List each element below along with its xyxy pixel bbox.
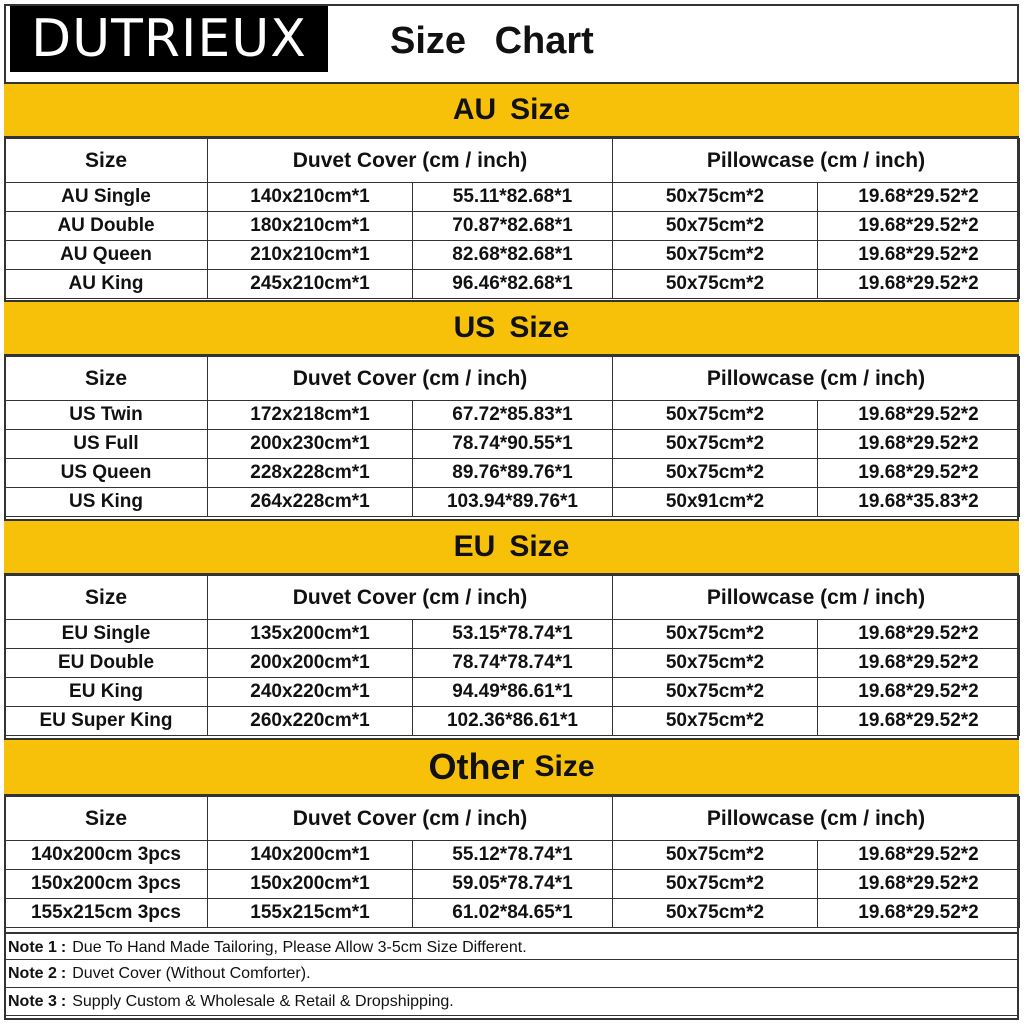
table-row bbox=[5, 401, 1020, 430]
size-table bbox=[4, 575, 1020, 736]
duvet-inch-cell: 55.11*82.68*1 bbox=[413, 183, 613, 212]
table-row bbox=[5, 870, 1020, 899]
pillow-inch-cell: 19.68*29.52*2 bbox=[818, 707, 1020, 736]
duvet-inch-cell: 89.76*89.76*1 bbox=[413, 459, 613, 488]
table-row bbox=[5, 707, 1020, 736]
section-region: US bbox=[453, 311, 496, 344]
duvet-inch-cell: 67.72*85.83*1 bbox=[413, 401, 613, 430]
duvet-cm-cell: 140x200cm*1 bbox=[208, 841, 413, 870]
pillow-inch-cell: 19.68*29.52*2 bbox=[818, 899, 1020, 928]
table-row bbox=[5, 430, 1020, 459]
note-text: Due To Hand Made Tailoring, Please Allow 3-5cm Size Different. bbox=[72, 939, 527, 956]
section-header bbox=[4, 519, 1019, 575]
size-column-header: Size bbox=[5, 139, 208, 183]
duvet-column-header: Duvet Cover (cm / inch) bbox=[208, 797, 613, 841]
size-table bbox=[4, 356, 1020, 517]
duvet-cm-cell: 240x220cm*1 bbox=[208, 678, 413, 707]
duvet-cm-cell: 228x228cm*1 bbox=[208, 459, 413, 488]
pillow-cm-cell: 50x75cm*2 bbox=[613, 459, 818, 488]
table-row bbox=[5, 841, 1020, 870]
duvet-inch-cell: 102.36*86.61*1 bbox=[413, 707, 613, 736]
pillow-cm-cell: 50x75cm*2 bbox=[613, 678, 818, 707]
duvet-column-header: Duvet Cover (cm / inch) bbox=[208, 576, 613, 620]
table-row bbox=[5, 241, 1020, 270]
duvet-inch-cell: 94.49*86.61*1 bbox=[413, 678, 613, 707]
pillow-cm-cell: 50x75cm*2 bbox=[613, 707, 818, 736]
duvet-inch-cell: 59.05*78.74*1 bbox=[413, 870, 613, 899]
duvet-inch-cell: 78.74*78.74*1 bbox=[413, 649, 613, 678]
table-header-row bbox=[5, 357, 1020, 401]
duvet-cm-cell: 210x210cm*1 bbox=[208, 241, 413, 270]
size-name-cell: US Twin bbox=[5, 401, 208, 430]
duvet-cm-cell: 260x220cm*1 bbox=[208, 707, 413, 736]
duvet-cm-cell: 245x210cm*1 bbox=[208, 270, 413, 299]
size-name-cell: AU Double bbox=[5, 212, 208, 241]
note-text: Supply Custom & Wholesale & Retail & Dropshipping. bbox=[72, 993, 454, 1010]
size-name-cell: EU Double bbox=[5, 649, 208, 678]
pillow-inch-cell: 19.68*29.52*2 bbox=[818, 430, 1020, 459]
size-table bbox=[4, 138, 1020, 299]
duvet-cm-cell: 200x200cm*1 bbox=[208, 649, 413, 678]
pillow-inch-cell: 19.68*29.52*2 bbox=[818, 212, 1020, 241]
pillowcase-column-header: Pillowcase (cm / inch) bbox=[613, 357, 1020, 401]
duvet-cm-cell: 155x215cm*1 bbox=[208, 899, 413, 928]
duvet-inch-cell: 82.68*82.68*1 bbox=[413, 241, 613, 270]
pillow-cm-cell: 50x75cm*2 bbox=[613, 241, 818, 270]
notes-list bbox=[4, 932, 1019, 1016]
table-row bbox=[5, 899, 1020, 928]
size-name-cell: 150x200cm 3pcs bbox=[5, 870, 208, 899]
pillowcase-column-header: Pillowcase (cm / inch) bbox=[613, 797, 1020, 841]
size-name-cell: AU Single bbox=[5, 183, 208, 212]
duvet-cm-cell: 172x218cm*1 bbox=[208, 401, 413, 430]
duvet-inch-cell: 61.02*84.65*1 bbox=[413, 899, 613, 928]
table-header-row bbox=[5, 797, 1020, 841]
section-region: EU bbox=[453, 530, 496, 563]
duvet-column-header: Duvet Cover (cm / inch) bbox=[208, 139, 613, 183]
pillow-cm-cell: 50x75cm*2 bbox=[613, 649, 818, 678]
section-region: AU bbox=[452, 93, 497, 126]
section-region: Other bbox=[428, 746, 525, 787]
pillow-cm-cell: 50x75cm*2 bbox=[613, 870, 818, 899]
table-row bbox=[5, 488, 1020, 517]
duvet-inch-cell: 78.74*90.55*1 bbox=[413, 430, 613, 459]
duvet-inch-cell: 96.46*82.68*1 bbox=[413, 270, 613, 299]
size-name-cell: 155x215cm 3pcs bbox=[5, 899, 208, 928]
pillow-inch-cell: 19.68*29.52*2 bbox=[818, 620, 1020, 649]
section-header bbox=[4, 300, 1019, 356]
pillow-cm-cell: 50x75cm*2 bbox=[613, 899, 818, 928]
size-name-cell: EU Single bbox=[5, 620, 208, 649]
table-row bbox=[5, 649, 1020, 678]
pillow-inch-cell: 19.68*29.52*2 bbox=[818, 459, 1020, 488]
pillow-cm-cell: 50x91cm*2 bbox=[613, 488, 818, 517]
pillowcase-column-header: Pillowcase (cm / inch) bbox=[613, 139, 1020, 183]
duvet-inch-cell: 53.15*78.74*1 bbox=[413, 620, 613, 649]
duvet-cm-cell: 180x210cm*1 bbox=[208, 212, 413, 241]
section-suffix: Size bbox=[510, 93, 571, 126]
duvet-inch-cell: 55.12*78.74*1 bbox=[413, 841, 613, 870]
table-row bbox=[5, 212, 1020, 241]
pillow-cm-cell: 50x75cm*2 bbox=[613, 183, 818, 212]
section-suffix: Size bbox=[534, 750, 595, 783]
size-column-header: Size bbox=[5, 357, 208, 401]
table-row bbox=[5, 678, 1020, 707]
duvet-inch-cell: 70.87*82.68*1 bbox=[413, 212, 613, 241]
size-name-cell: US Queen bbox=[5, 459, 208, 488]
pillow-inch-cell: 19.68*29.52*2 bbox=[818, 183, 1020, 212]
pillow-inch-cell: 19.68*29.52*2 bbox=[818, 841, 1020, 870]
pillow-cm-cell: 50x75cm*2 bbox=[613, 430, 818, 459]
size-name-cell: AU King bbox=[5, 270, 208, 299]
pillow-cm-cell: 50x75cm*2 bbox=[613, 841, 818, 870]
pillow-inch-cell: 19.68*29.52*2 bbox=[818, 241, 1020, 270]
pillowcase-column-header: Pillowcase (cm / inch) bbox=[613, 576, 1020, 620]
duvet-cm-cell: 150x200cm*1 bbox=[208, 870, 413, 899]
size-name-cell: AU Queen bbox=[5, 241, 208, 270]
duvet-cm-cell: 140x210cm*1 bbox=[208, 183, 413, 212]
size-name-cell: EU Super King bbox=[5, 707, 208, 736]
size-name-cell: US Full bbox=[5, 430, 208, 459]
duvet-cm-cell: 264x228cm*1 bbox=[208, 488, 413, 517]
size-name-cell: US King bbox=[5, 488, 208, 517]
duvet-cm-cell: 135x200cm*1 bbox=[208, 620, 413, 649]
pillow-inch-cell: 19.68*29.52*2 bbox=[818, 270, 1020, 299]
size-table bbox=[4, 796, 1020, 928]
size-column-header: Size bbox=[5, 576, 208, 620]
section-header bbox=[4, 82, 1019, 138]
table-row bbox=[5, 270, 1020, 299]
brand-logo: DUTRIEUX bbox=[10, 6, 328, 72]
pillow-cm-cell: 50x75cm*2 bbox=[613, 212, 818, 241]
pillow-inch-cell: 19.68*29.52*2 bbox=[818, 401, 1020, 430]
table-header-row bbox=[5, 576, 1020, 620]
section-suffix: Size bbox=[509, 311, 570, 344]
pillow-cm-cell: 50x75cm*2 bbox=[613, 270, 818, 299]
note-item: Note 3 : Supply Custom & Wholesale & Retail & Dropshipping. bbox=[4, 988, 1019, 1016]
note-item: Note 1 : Due To Hand Made Tailoring, Please Allow 3-5cm Size Different. bbox=[4, 932, 1019, 960]
section-suffix: Size bbox=[509, 530, 570, 563]
duvet-cm-cell: 200x230cm*1 bbox=[208, 430, 413, 459]
pillow-inch-cell: 19.68*29.52*2 bbox=[818, 649, 1020, 678]
note-text: Duvet Cover (Without Comforter). bbox=[72, 965, 311, 982]
note-item: Note 2 : Duvet Cover (Without Comforter). bbox=[4, 960, 1019, 988]
pillow-cm-cell: 50x75cm*2 bbox=[613, 620, 818, 649]
section-header bbox=[4, 738, 1019, 796]
note-label: Note 2 bbox=[8, 965, 57, 982]
table-row bbox=[5, 459, 1020, 488]
size-column-header: Size bbox=[5, 797, 208, 841]
size-name-cell: EU King bbox=[5, 678, 208, 707]
pillow-inch-cell: 19.68*29.52*2 bbox=[818, 678, 1020, 707]
page-title: Size Chart bbox=[390, 20, 594, 62]
pillow-inch-cell: 19.68*29.52*2 bbox=[818, 870, 1020, 899]
table-row bbox=[5, 620, 1020, 649]
table-header-row bbox=[5, 139, 1020, 183]
note-label: Note 1 bbox=[8, 939, 57, 956]
note-label: Note 3 bbox=[8, 993, 57, 1010]
table-row bbox=[5, 183, 1020, 212]
pillow-inch-cell: 19.68*35.83*2 bbox=[818, 488, 1020, 517]
duvet-column-header: Duvet Cover (cm / inch) bbox=[208, 357, 613, 401]
pillow-cm-cell: 50x75cm*2 bbox=[613, 401, 818, 430]
duvet-inch-cell: 103.94*89.76*1 bbox=[413, 488, 613, 517]
size-name-cell: 140x200cm 3pcs bbox=[5, 841, 208, 870]
